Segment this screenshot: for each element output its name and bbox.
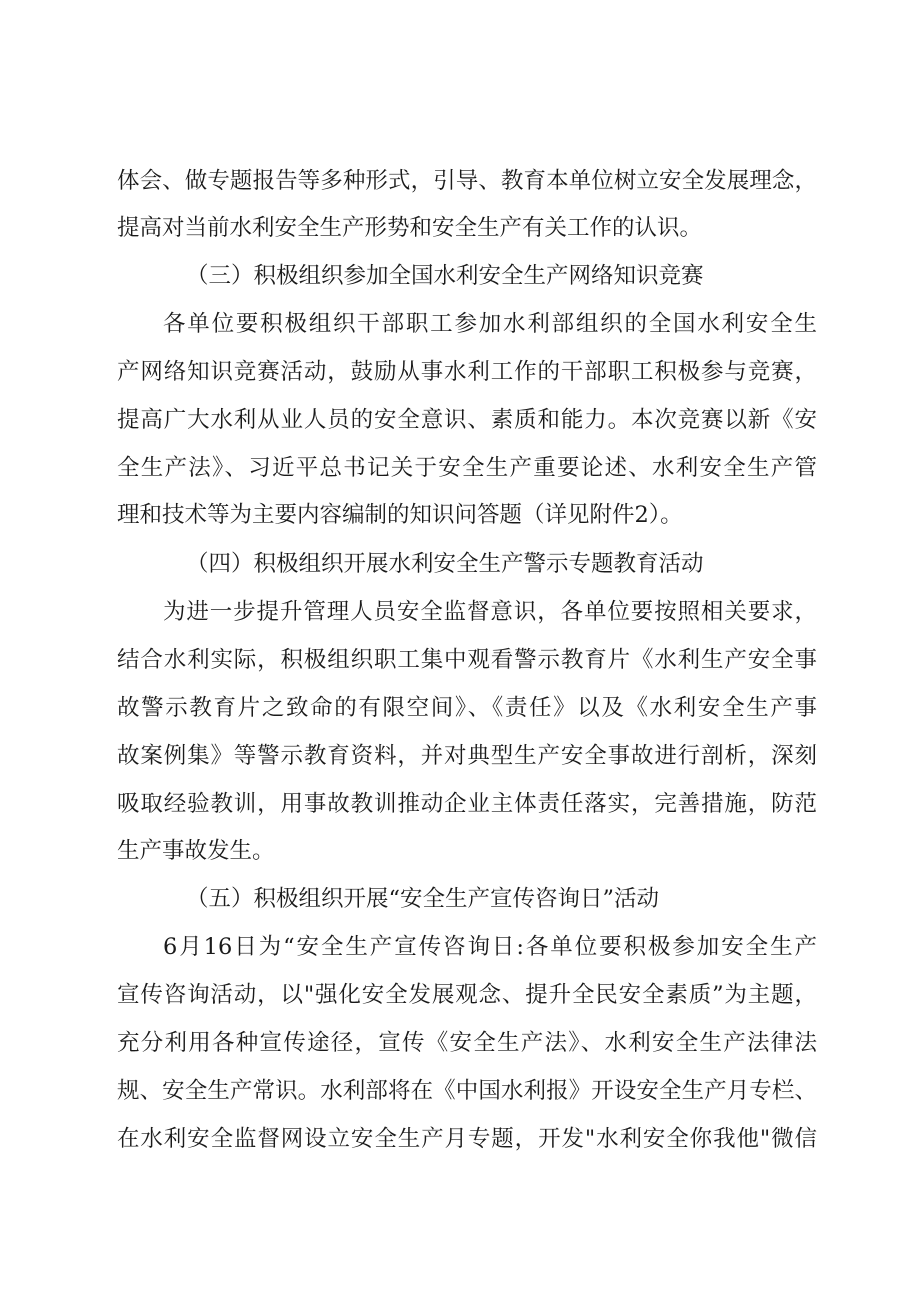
paragraph-line: 为进一步提升管理人员安全监督意识，各单位要按照相关要求， [163,599,817,625]
section-heading: （三）积极组织参加全国水利安全生产网络知识竞赛 [186,263,704,289]
section-heading: （四）积极组织开展水利安全生产警示专题教育活动 [186,551,704,577]
paragraph-line: 全生产法》、习近平总书记关于安全生产重要论述、水利安全生产管 [117,455,817,481]
paragraph-line: 提高对当前水利安全生产形势和安全生产有关工作的认识。 [117,215,703,241]
paragraph-line: 生产事故发生。 [117,838,275,864]
paragraph-line: 体会、做专题报告等多种形式，引导、教育本单位树立安全发展理念， [117,168,817,194]
paragraph-line: 产网络知识竞赛活动，鼓励从事水利工作的干部职工积极参与竞赛， [117,359,817,385]
paragraph-line: 在水利安全监督网设立安全生产月专题，开发"水利安全你我他"微信 [117,1126,817,1152]
paragraph-line: 结合水利实际，积极组织职工集中观看警示教育片《水利生产安全事 [117,647,817,673]
paragraph-line: 故警示教育片之致命的有限空间》、《责任》以及《水利安全生产事 [117,695,817,721]
paragraph-line: 各单位要积极组织干部职工参加水利部组织的全国水利安全生 [163,311,817,337]
paragraph-line: 理和技术等为主要内容编制的知识问答题（详见附件2）。 [117,502,683,528]
section-heading: （五）积极组织开展“安全生产宣传咨询日”活动 [186,886,660,912]
paragraph-line: 6月16日为“安全生产宣传咨询日:各单位要积极参加安全生产 [163,934,817,960]
paragraph-line: 故案例集》等警示教育资料，并对典型生产安全事故进行剖析，深刻 [117,743,817,769]
paragraph-line: 宣传咨询活动，以"强化安全发展观念、提升全民安全素质”为主题， [117,982,817,1008]
paragraph-line: 充分利用各种宣传途径，宣传《安全生产法》、水利安全生产法律法 [117,1030,817,1056]
paragraph-line: 吸取经验教训，用事故教训推动企业主体责任落实，完善措施，防范 [117,791,817,817]
paragraph-line: 规、安全生产常识。水利部将在《中国水利报》开设安全生产月专栏、 [117,1078,817,1104]
paragraph-line: 提高广大水利从业人员的安全意识、素质和能力。本次竞赛以新《安 [117,407,817,433]
